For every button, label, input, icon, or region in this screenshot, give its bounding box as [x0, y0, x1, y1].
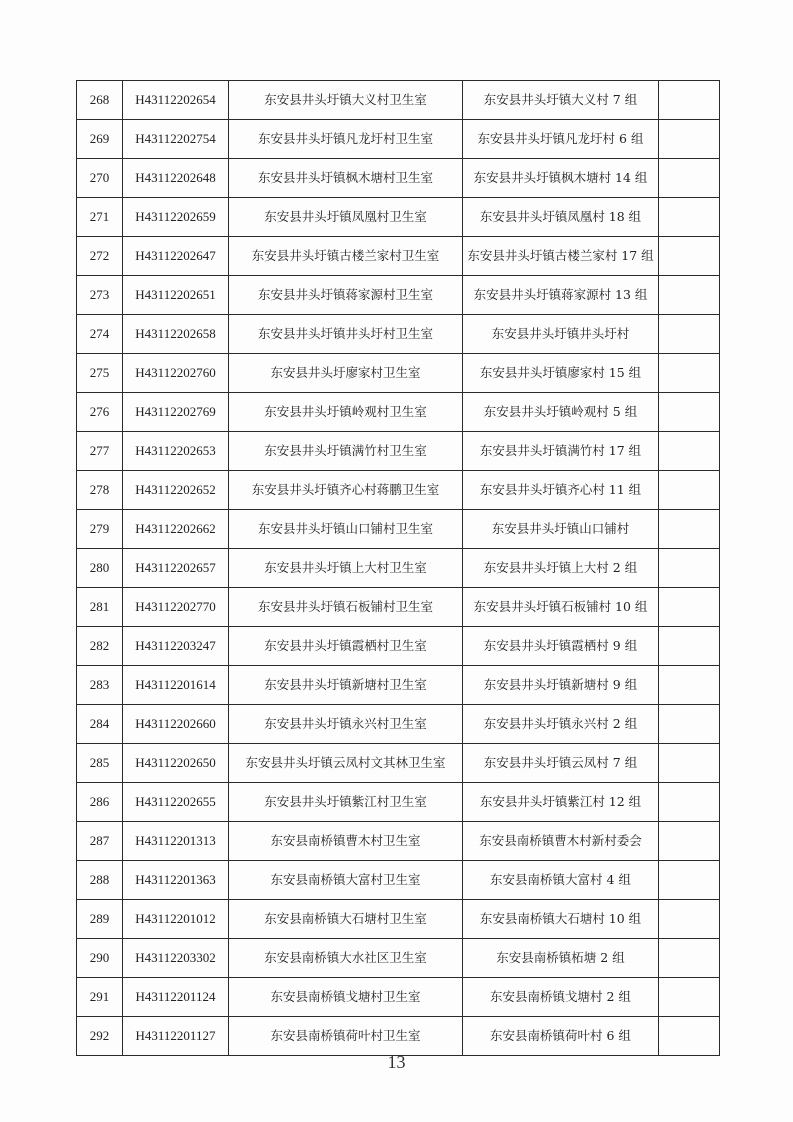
table-row [77, 276, 720, 315]
clinic-name-cell: 东安县南桥镇曹木村卫生室 [229, 822, 463, 861]
table-row [77, 783, 720, 822]
row-number-cell: 273 [77, 276, 123, 315]
clinic-name-cell: 东安县井头圩镇新塘村卫生室 [229, 666, 463, 705]
institution-code-cell: H43112202650 [123, 744, 229, 783]
table-row [77, 81, 720, 120]
row-number-cell: 269 [77, 120, 123, 159]
table-row [77, 393, 720, 432]
note-cell [659, 588, 720, 627]
clinic-address-cell: 东安县井头圩镇山口铺村 [463, 510, 659, 549]
clinic-name-cell: 东安县南桥镇荷叶村卫生室 [229, 1017, 463, 1056]
clinic-address-cell: 东安县井头圩镇云凤村 7 组 [463, 744, 659, 783]
institution-code-cell: H43112202659 [123, 198, 229, 237]
note-cell [659, 276, 720, 315]
note-cell [659, 627, 720, 666]
table-row [77, 159, 720, 198]
institution-code-cell: H43112202655 [123, 783, 229, 822]
table-row [77, 510, 720, 549]
clinic-address-cell: 东安县井头圩镇齐心村 11 组 [463, 471, 659, 510]
institution-code-cell: H43112202648 [123, 159, 229, 198]
institution-code-cell: H43112203247 [123, 627, 229, 666]
clinic-name-cell: 东安县井头圩镇凤凰村卫生室 [229, 198, 463, 237]
clinic-address-cell: 东安县南桥镇戈塘村 2 组 [463, 978, 659, 1017]
note-cell [659, 744, 720, 783]
table-row [77, 900, 720, 939]
clinic-name-cell: 东安县井头圩镇岭观村卫生室 [229, 393, 463, 432]
note-cell [659, 198, 720, 237]
clinic-address-cell: 东安县井头圩镇满竹村 17 组 [463, 432, 659, 471]
note-cell [659, 861, 720, 900]
row-number-cell: 274 [77, 315, 123, 354]
clinic-name-cell: 东安县井头圩镇霞栖村卫生室 [229, 627, 463, 666]
institution-code-cell: H43112202754 [123, 120, 229, 159]
row-number-cell: 281 [77, 588, 123, 627]
table-row [77, 588, 720, 627]
table-row [77, 549, 720, 588]
row-number-cell: 278 [77, 471, 123, 510]
clinic-name-cell: 东安县井头圩镇大义村卫生室 [229, 81, 463, 120]
row-number-cell: 292 [77, 1017, 123, 1056]
table-row [77, 939, 720, 978]
clinic-name-cell: 东安县井头圩镇凡龙圩村卫生室 [229, 120, 463, 159]
note-cell [659, 939, 720, 978]
clinic-address-cell: 东安县南桥镇大富村 4 组 [463, 861, 659, 900]
clinic-address-cell: 东安县井头圩镇新塘村 9 组 [463, 666, 659, 705]
row-number-cell: 268 [77, 81, 123, 120]
clinic-name-cell: 东安县南桥镇大石塘村卫生室 [229, 900, 463, 939]
note-cell [659, 120, 720, 159]
note-cell [659, 510, 720, 549]
table-row [77, 1017, 720, 1056]
institution-code-cell: H43112202657 [123, 549, 229, 588]
clinic-address-cell: 东安县井头圩镇永兴村 2 组 [463, 705, 659, 744]
clinic-address-cell: 东安县井头圩镇井头圩村 [463, 315, 659, 354]
note-cell [659, 354, 720, 393]
note-cell [659, 471, 720, 510]
clinic-name-cell: 东安县南桥镇大富村卫生室 [229, 861, 463, 900]
table-row [77, 861, 720, 900]
table-row [77, 627, 720, 666]
clinic-name-cell: 东安县井头圩镇枫木塘村卫生室 [229, 159, 463, 198]
institution-code-cell: H43112202651 [123, 276, 229, 315]
institution-code-cell: H43112201313 [123, 822, 229, 861]
table-row [77, 198, 720, 237]
table-row [77, 822, 720, 861]
clinic-address-cell: 东安县南桥镇柘塘 2 组 [463, 939, 659, 978]
note-cell [659, 822, 720, 861]
institution-code-cell: H43112203302 [123, 939, 229, 978]
page-number: 13 [387, 1052, 406, 1072]
institution-code-cell: H43112202647 [123, 237, 229, 276]
clinic-name-cell: 东安县井头圩镇古楼兰家村卫生室 [229, 237, 463, 276]
row-number-cell: 285 [77, 744, 123, 783]
row-number-cell: 271 [77, 198, 123, 237]
table-row [77, 120, 720, 159]
institution-code-cell: H43112201012 [123, 900, 229, 939]
note-cell [659, 237, 720, 276]
clinic-address-cell: 东安县井头圩镇岭观村 5 组 [463, 393, 659, 432]
clinic-address-cell: 东安县井头圩镇紫江村 12 组 [463, 783, 659, 822]
row-number-cell: 272 [77, 237, 123, 276]
clinic-name-cell: 东安县井头圩镇山口铺村卫生室 [229, 510, 463, 549]
institution-code-cell: H43112202658 [123, 315, 229, 354]
row-number-cell: 277 [77, 432, 123, 471]
clinic-address-cell: 东安县井头圩镇石板铺村 10 组 [463, 588, 659, 627]
clinic-address-cell: 东安县井头圩镇霞栖村 9 组 [463, 627, 659, 666]
row-number-cell: 291 [77, 978, 123, 1017]
institution-code-cell: H43112202653 [123, 432, 229, 471]
clinic-name-cell: 东安县井头圩廖家村卫生室 [229, 354, 463, 393]
clinic-name-cell: 东安县井头圩镇井头圩村卫生室 [229, 315, 463, 354]
institution-code-cell: H43112201614 [123, 666, 229, 705]
clinic-address-cell: 东安县井头圩镇凡龙圩村 6 组 [463, 120, 659, 159]
clinic-name-cell: 东安县井头圩镇满竹村卫生室 [229, 432, 463, 471]
clinic-name-cell: 东安县井头圩镇蒋家源村卫生室 [229, 276, 463, 315]
table-row [77, 666, 720, 705]
table-row [77, 744, 720, 783]
table-row [77, 471, 720, 510]
row-number-cell: 276 [77, 393, 123, 432]
clinic-name-cell: 东安县南桥镇大水社区卫生室 [229, 939, 463, 978]
clinic-address-cell: 东安县井头圩镇凤凰村 18 组 [463, 198, 659, 237]
row-number-cell: 279 [77, 510, 123, 549]
table-row [77, 237, 720, 276]
note-cell [659, 705, 720, 744]
row-number-cell: 270 [77, 159, 123, 198]
clinic-name-cell: 东安县井头圩镇紫江村卫生室 [229, 783, 463, 822]
institution-code-cell: H43112202662 [123, 510, 229, 549]
clinic-name-cell: 东安县井头圩镇云凤村文其林卫生室 [229, 744, 463, 783]
row-number-cell: 286 [77, 783, 123, 822]
table-body [77, 81, 720, 1056]
clinic-address-cell: 东安县井头圩镇廖家村 15 组 [463, 354, 659, 393]
row-number-cell: 282 [77, 627, 123, 666]
institution-code-cell: H43112202652 [123, 471, 229, 510]
clinic-name-cell: 东安县井头圩镇上大村卫生室 [229, 549, 463, 588]
note-cell [659, 432, 720, 471]
table-row [77, 432, 720, 471]
institution-code-cell: H43112202760 [123, 354, 229, 393]
row-number-cell: 287 [77, 822, 123, 861]
row-number-cell: 289 [77, 900, 123, 939]
note-cell [659, 549, 720, 588]
clinic-name-cell: 东安县南桥镇戈塘村卫生室 [229, 978, 463, 1017]
clinic-name-cell: 东安县井头圩镇石板铺村卫生室 [229, 588, 463, 627]
note-cell [659, 783, 720, 822]
row-number-cell: 288 [77, 861, 123, 900]
row-number-cell: 275 [77, 354, 123, 393]
clinic-address-cell: 东安县井头圩镇上大村 2 组 [463, 549, 659, 588]
institution-code-cell: H43112201124 [123, 978, 229, 1017]
table-row [77, 354, 720, 393]
institution-code-cell: H43112201363 [123, 861, 229, 900]
note-cell [659, 315, 720, 354]
table-row [77, 315, 720, 354]
clinic-address-cell: 东安县井头圩镇古楼兰家村 17 组 [463, 237, 659, 276]
note-cell [659, 978, 720, 1017]
institution-code-cell: H43112202660 [123, 705, 229, 744]
institution-code-cell: H43112201127 [123, 1017, 229, 1056]
clinic-address-cell: 东安县南桥镇大石塘村 10 组 [463, 900, 659, 939]
clinic-address-cell: 东安县井头圩镇蒋家源村 13 组 [463, 276, 659, 315]
note-cell [659, 81, 720, 120]
clinic-address-cell: 东安县井头圩镇大义村 7 组 [463, 81, 659, 120]
institution-code-cell: H43112202654 [123, 81, 229, 120]
row-number-cell: 290 [77, 939, 123, 978]
row-number-cell: 280 [77, 549, 123, 588]
note-cell [659, 666, 720, 705]
clinic-address-cell: 东安县南桥镇荷叶村 6 组 [463, 1017, 659, 1056]
clinic-registry-table [76, 80, 720, 1056]
clinic-address-cell: 东安县南桥镇曹木村新村委会 [463, 822, 659, 861]
row-number-cell: 284 [77, 705, 123, 744]
note-cell [659, 393, 720, 432]
row-number-cell: 283 [77, 666, 123, 705]
table-row [77, 705, 720, 744]
table-row [77, 978, 720, 1017]
note-cell [659, 1017, 720, 1056]
note-cell [659, 159, 720, 198]
clinic-name-cell: 东安县井头圩镇齐心村蒋鹏卫生室 [229, 471, 463, 510]
institution-code-cell: H43112202769 [123, 393, 229, 432]
institution-code-cell: H43112202770 [123, 588, 229, 627]
note-cell [659, 900, 720, 939]
clinic-address-cell: 东安县井头圩镇枫木塘村 14 组 [463, 159, 659, 198]
clinic-name-cell: 东安县井头圩镇永兴村卫生室 [229, 705, 463, 744]
